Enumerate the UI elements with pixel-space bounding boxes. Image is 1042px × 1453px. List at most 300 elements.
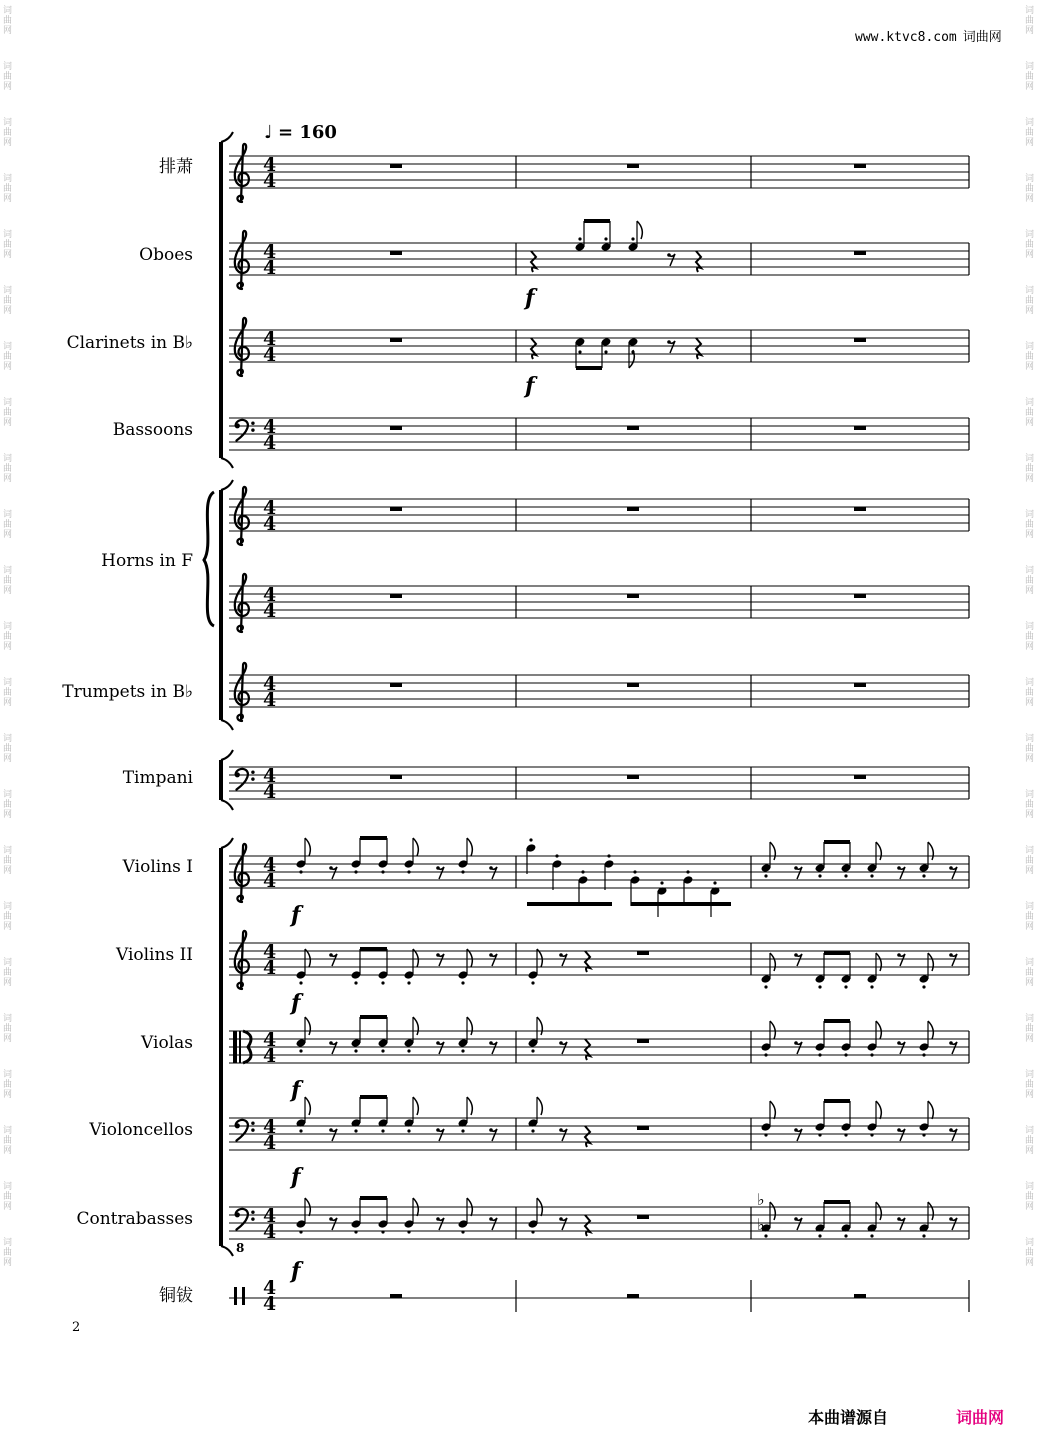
time-signature-bottom: 4 (263, 781, 277, 803)
note (578, 875, 589, 906)
horns-brace-icon (204, 492, 214, 626)
staccato-dot (844, 1133, 847, 1136)
note (378, 1017, 389, 1048)
staccato-dot (407, 981, 410, 984)
staccato-dot (531, 1049, 534, 1052)
watermark-glyph: 词 曲 网 (3, 622, 13, 652)
staccato-dot (407, 870, 410, 873)
bass-clef-icon (235, 769, 255, 790)
time-signature-bottom: 4 (263, 689, 277, 711)
staccato-dot (764, 1053, 767, 1056)
watermark-glyph: 词 曲 网 (1025, 398, 1035, 428)
beam (824, 1019, 850, 1023)
time-signature-bottom: 4 (263, 1293, 277, 1315)
note (867, 842, 882, 873)
whole-rest-icon (637, 951, 649, 955)
staff (229, 144, 969, 202)
watermark-glyph: 词 曲 网 (1025, 958, 1035, 988)
note (761, 953, 776, 984)
quarter-rest-icon (585, 951, 590, 972)
staccato-dot (354, 1049, 357, 1052)
note (351, 949, 362, 980)
time-signature-top: 4 (263, 1205, 277, 1227)
note (761, 1101, 776, 1132)
watermark-glyph: 词 曲 网 (1025, 510, 1035, 540)
beam (824, 1099, 850, 1103)
staccato-dot (381, 1049, 384, 1052)
note (404, 1097, 419, 1128)
watermark-glyph: 词 曲 网 (1025, 230, 1035, 260)
staccato-dot (381, 1129, 384, 1132)
note (378, 838, 389, 869)
beam (576, 366, 602, 370)
note (528, 1198, 543, 1229)
note (919, 1101, 934, 1132)
note (628, 221, 643, 252)
note (841, 842, 852, 873)
staccato-dot (299, 1049, 302, 1052)
bracket-timpani (221, 750, 233, 810)
percussion-clef-icon (242, 1287, 245, 1305)
time-signature-top: 4 (263, 673, 277, 695)
beam (824, 840, 850, 844)
dynamic-forte: f (291, 1077, 301, 1103)
watermark-glyph: 词 曲 网 (3, 510, 13, 540)
time-signature-bottom: 4 (263, 1045, 277, 1067)
watermark-glyph: 词 曲 网 (1025, 286, 1035, 316)
staccato-dot (660, 881, 663, 884)
staccato-dot (407, 1230, 410, 1233)
instrument-label: 排萧 (159, 157, 193, 177)
whole-rest-icon (627, 507, 639, 511)
octave-mark: 8 (236, 1241, 245, 1255)
score-system (62, 122, 969, 1315)
staccato-dot (713, 881, 716, 884)
watermark-glyph: 词 曲 网 (3, 6, 13, 36)
time-signature-bottom: 4 (263, 513, 277, 535)
staccato-dot (631, 350, 634, 353)
percussion-clef-icon (234, 1287, 237, 1305)
dynamic-forte: f (525, 373, 535, 399)
whole-rest-icon (390, 683, 402, 687)
whole-rest-icon (854, 683, 866, 687)
staff (229, 231, 969, 289)
tempo-note: ♩ (264, 122, 273, 143)
watermark-glyph: 词 曲 网 (3, 174, 13, 204)
staccato-dot (531, 1129, 534, 1132)
staccato-dot (299, 870, 302, 873)
staccato-dot (870, 874, 873, 877)
watermark-glyph: 词 曲 网 (3, 398, 13, 428)
note (458, 1097, 473, 1128)
watermark-glyph: 词 曲 网 (3, 286, 13, 316)
staccato-dot (381, 870, 384, 873)
watermark-glyph: 词 曲 网 (1025, 1182, 1035, 1212)
note (552, 859, 563, 890)
staff (229, 1031, 969, 1063)
site-header (855, 26, 1002, 45)
note (404, 1198, 419, 1229)
watermark-glyph: 词 曲 网 (1025, 62, 1035, 92)
instrument-label: Clarinets in B♭ (66, 333, 193, 353)
whole-rest-icon (637, 1039, 649, 1043)
time-signature-bottom: 4 (263, 870, 277, 892)
note (351, 1017, 362, 1048)
time-signature-top: 4 (263, 1277, 277, 1299)
staccato-dot (578, 237, 581, 240)
note (351, 838, 362, 869)
note (867, 953, 882, 984)
staccato-dot (604, 237, 607, 240)
staccato-dot (581, 870, 584, 873)
dynamic-forte: f (525, 285, 535, 311)
watermark-glyph: 词 曲 网 (1025, 1070, 1035, 1100)
watermark-glyph: 词 曲 网 (3, 1238, 13, 1268)
note (815, 1021, 826, 1052)
staccato-dot (299, 1129, 302, 1132)
staccato-dot (555, 854, 558, 857)
treble-clef-icon (235, 487, 249, 545)
staccato-dot (922, 1133, 925, 1136)
dynamic-forte: f (291, 990, 301, 1016)
note (841, 953, 852, 984)
beam (360, 836, 387, 840)
staccato-dot (818, 1234, 821, 1237)
bass-clef-icon (235, 1120, 255, 1141)
beam (824, 951, 850, 955)
staff (229, 663, 969, 721)
staccato-dot (844, 1234, 847, 1237)
note (815, 1101, 826, 1132)
time-signature-top: 4 (263, 584, 277, 606)
bracket-brass (221, 480, 233, 730)
footer-source-text: 本曲谱源自 (808, 1408, 889, 1427)
treble-clef-icon (235, 663, 249, 721)
note (526, 843, 537, 874)
note (404, 1017, 419, 1048)
watermark-glyph: 词 曲 网 (3, 454, 13, 484)
page-number: 2 (72, 1320, 81, 1335)
staccato-dot (578, 350, 581, 353)
whole-rest-icon (627, 775, 639, 779)
staccato-dot (870, 1234, 873, 1237)
staccato-dot (407, 1049, 410, 1052)
watermark-glyph: 词 曲 网 (3, 846, 13, 876)
watermark-glyph: 词 曲 网 (3, 230, 13, 260)
whole-rest-icon (854, 338, 866, 342)
staccato-dot (764, 1234, 767, 1237)
staff (229, 767, 969, 799)
note (458, 1198, 473, 1229)
dynamic-forte: f (291, 1258, 301, 1284)
staccato-dot (922, 985, 925, 988)
note (761, 842, 776, 873)
instrument-label: 铜钹 (159, 1286, 193, 1306)
staccato-dot (764, 1133, 767, 1136)
staff (229, 574, 969, 632)
watermark-glyph: 词 曲 网 (1025, 174, 1035, 204)
time-signature-bottom: 4 (263, 600, 277, 622)
staccato-dot (299, 1230, 302, 1233)
staccato-dot (818, 874, 821, 877)
note (919, 842, 934, 873)
note (630, 875, 641, 906)
staccato-dot (604, 350, 607, 353)
note (601, 221, 612, 252)
time-signature-bottom: 4 (263, 957, 277, 979)
whole-rest-icon (390, 338, 402, 342)
watermark-glyph: 词 曲 网 (3, 1014, 13, 1044)
whole-rest-icon (390, 251, 402, 255)
staccato-dot (922, 1234, 925, 1237)
whole-rest-icon (390, 594, 402, 598)
time-signature-bottom: 4 (263, 432, 277, 454)
whole-rest-icon (854, 251, 866, 255)
whole-rest-icon (854, 594, 866, 598)
whole-rest-icon (627, 1294, 639, 1298)
watermark-glyph: 词 曲 网 (1025, 342, 1035, 372)
staccato-dot (844, 874, 847, 877)
quarter-rest-icon (696, 251, 701, 272)
watermark-glyph: 词 曲 网 (3, 118, 13, 148)
beam (360, 1095, 387, 1099)
note (296, 1017, 311, 1048)
site-name: 词曲网 (962, 30, 1002, 45)
staff (229, 487, 969, 545)
whole-rest-icon (627, 164, 639, 168)
whole-rest-icon (390, 164, 402, 168)
whole-rest-icon (627, 594, 639, 598)
treble-clef-icon (235, 844, 249, 902)
note (657, 886, 668, 917)
watermark-glyph: 词 曲 网 (1025, 118, 1035, 148)
staccato-dot (633, 870, 636, 873)
staccato-dot (844, 1053, 847, 1056)
watermark-glyph: 词 曲 网 (1025, 790, 1035, 820)
watermark-glyph: 词 曲 网 (3, 790, 13, 820)
whole-rest-icon (854, 507, 866, 511)
watermark-glyph: 词 曲 网 (3, 958, 13, 988)
note (710, 886, 721, 917)
note (378, 1097, 389, 1128)
instrument-label: Violas (141, 1033, 193, 1053)
watermark-right (1025, 0, 1039, 1294)
staff (229, 931, 969, 989)
site-url: www.ktvc8.com (855, 30, 957, 45)
staccato-dot (764, 985, 767, 988)
beam (527, 902, 612, 906)
instrument-label: Bassoons (112, 420, 193, 440)
note (378, 949, 389, 980)
time-signature-bottom: 4 (263, 170, 277, 192)
staccato-dot (354, 981, 357, 984)
instrument-label: Oboes (139, 245, 193, 265)
staccato-dot (461, 981, 464, 984)
treble-clef-icon (235, 931, 249, 989)
tempo-text: = 160 (278, 122, 337, 143)
time-signature-bottom: 4 (263, 1221, 277, 1243)
staccato-dot (844, 985, 847, 988)
watermark-glyph: 词 曲 网 (1025, 6, 1035, 36)
note (815, 842, 826, 873)
whole-rest-icon (627, 426, 639, 430)
staccato-dot (461, 1230, 464, 1233)
watermark-glyph: 词 曲 网 (3, 1182, 13, 1212)
quarter-rest-icon (531, 251, 536, 272)
watermark-glyph: 词 曲 网 (1025, 846, 1035, 876)
whole-rest-icon (627, 683, 639, 687)
staccato-dot (407, 1129, 410, 1132)
staccato-dot (818, 1053, 821, 1056)
footer-source-site: 词曲网 (956, 1408, 1005, 1427)
watermark-glyph: 词 曲 网 (1025, 622, 1035, 652)
quarter-rest-icon (696, 338, 701, 359)
whole-rest-icon (854, 775, 866, 779)
staccato-dot (922, 874, 925, 877)
staccato-dot (818, 1133, 821, 1136)
staccato-dot (870, 985, 873, 988)
staccato-dot (870, 1133, 873, 1136)
staff (229, 1118, 969, 1150)
staccato-dot (631, 237, 634, 240)
instrument-label: Violins II (115, 945, 193, 965)
staccato-dot (922, 1053, 925, 1056)
note (528, 1097, 543, 1128)
time-signature-top: 4 (263, 497, 277, 519)
treble-clef-icon (235, 574, 249, 632)
instrument-label: Trumpets in B♭ (62, 682, 193, 702)
time-signature-top: 4 (263, 941, 277, 963)
time-signature-top: 4 (263, 241, 277, 263)
flat-icon: ♭ (757, 1190, 765, 1209)
time-signature-bottom: 4 (263, 257, 277, 279)
percussion-staff (229, 1280, 969, 1312)
watermark-glyph: 词 曲 网 (1025, 566, 1035, 596)
watermark-glyph: 词 曲 网 (3, 342, 13, 372)
staccato-dot (299, 981, 302, 984)
watermark-glyph: 词 曲 网 (1025, 1014, 1035, 1044)
staccato-dot (381, 1230, 384, 1233)
treble-clef-icon (235, 231, 249, 289)
watermark-glyph: 词 曲 网 (1025, 902, 1035, 932)
watermark-left (3, 0, 17, 1294)
staccato-dot (381, 981, 384, 984)
beam (584, 219, 610, 223)
beam (360, 1015, 387, 1019)
watermark-glyph: 词 曲 网 (1025, 678, 1035, 708)
watermark-glyph: 词 曲 网 (3, 566, 13, 596)
time-signature-bottom: 4 (263, 1132, 277, 1154)
staccato-dot (354, 870, 357, 873)
time-signature-top: 4 (263, 328, 277, 350)
staccato-dot (818, 985, 821, 988)
time-signature-top: 4 (263, 854, 277, 876)
quarter-rest-icon (585, 1039, 590, 1060)
flat-icon: ♭ (757, 1215, 765, 1234)
treble-clef-icon (235, 144, 249, 202)
note (351, 1198, 362, 1229)
watermark-glyph: 词 曲 网 (3, 678, 13, 708)
watermark-glyph: 词 曲 网 (3, 1070, 13, 1100)
note (841, 1101, 852, 1132)
whole-rest-icon (854, 164, 866, 168)
watermark-glyph: 词 曲 网 (3, 1126, 13, 1156)
staccato-dot (461, 1049, 464, 1052)
dynamic-forte: f (291, 1164, 301, 1190)
time-signature-top: 4 (263, 765, 277, 787)
instrument-label: Timpani (122, 768, 193, 788)
bass-clef-icon (235, 420, 255, 441)
staccato-dot (461, 1129, 464, 1132)
staccato-dot (461, 870, 464, 873)
note (683, 875, 694, 906)
staff (229, 418, 969, 450)
time-signature-top: 4 (263, 1029, 277, 1051)
time-signature-top: 4 (263, 416, 277, 438)
staccato-dot (354, 1129, 357, 1132)
whole-rest-icon (390, 507, 402, 511)
staccato-dot (870, 1053, 873, 1056)
bass-clef-icon (235, 1209, 255, 1230)
quarter-rest-icon (585, 1126, 590, 1147)
watermark-glyph: 词 曲 网 (3, 734, 13, 764)
staccato-dot (686, 870, 689, 873)
whole-rest-icon (854, 1294, 866, 1298)
time-signature-bottom: 4 (263, 344, 277, 366)
staccato-dot (607, 854, 610, 857)
whole-rest-icon (637, 1126, 649, 1130)
staccato-dot (354, 1230, 357, 1233)
watermark-glyph: 词 曲 网 (3, 62, 13, 92)
note (867, 1101, 882, 1132)
note (919, 953, 934, 984)
dynamic-forte: f (291, 902, 301, 928)
watermark-glyph: 词 曲 网 (1025, 454, 1035, 484)
staccato-dot (764, 874, 767, 877)
whole-rest-icon (390, 1294, 402, 1298)
note (296, 1198, 311, 1229)
whole-rest-icon (854, 426, 866, 430)
note (458, 1017, 473, 1048)
time-signature-top: 4 (263, 154, 277, 176)
staccato-dot (531, 981, 534, 984)
instrument-label: Violins I (122, 857, 193, 877)
beam (824, 1200, 850, 1204)
beam (631, 902, 731, 906)
note (351, 1097, 362, 1128)
instrument-label: Horns in F (101, 551, 193, 571)
staff (229, 1207, 969, 1239)
time-signature-top: 4 (263, 1116, 277, 1138)
note (604, 859, 615, 890)
note (378, 1198, 389, 1229)
instrument-label: Violoncellos (89, 1120, 193, 1140)
watermark-glyph: 词 曲 网 (1025, 1126, 1035, 1156)
instrument-label: Contrabasses (76, 1209, 193, 1229)
watermark-glyph: 词 曲 网 (1025, 1238, 1035, 1268)
beam (360, 1196, 387, 1200)
watermark-glyph: 词 曲 网 (1025, 734, 1035, 764)
whole-rest-icon (637, 1215, 649, 1219)
whole-rest-icon (390, 426, 402, 430)
note (528, 1017, 543, 1048)
staccato-dot (529, 838, 532, 841)
whole-rest-icon (390, 775, 402, 779)
staccato-dot (531, 1230, 534, 1233)
note (575, 221, 586, 252)
staff (229, 844, 969, 902)
watermark-glyph: 词 曲 网 (3, 902, 13, 932)
